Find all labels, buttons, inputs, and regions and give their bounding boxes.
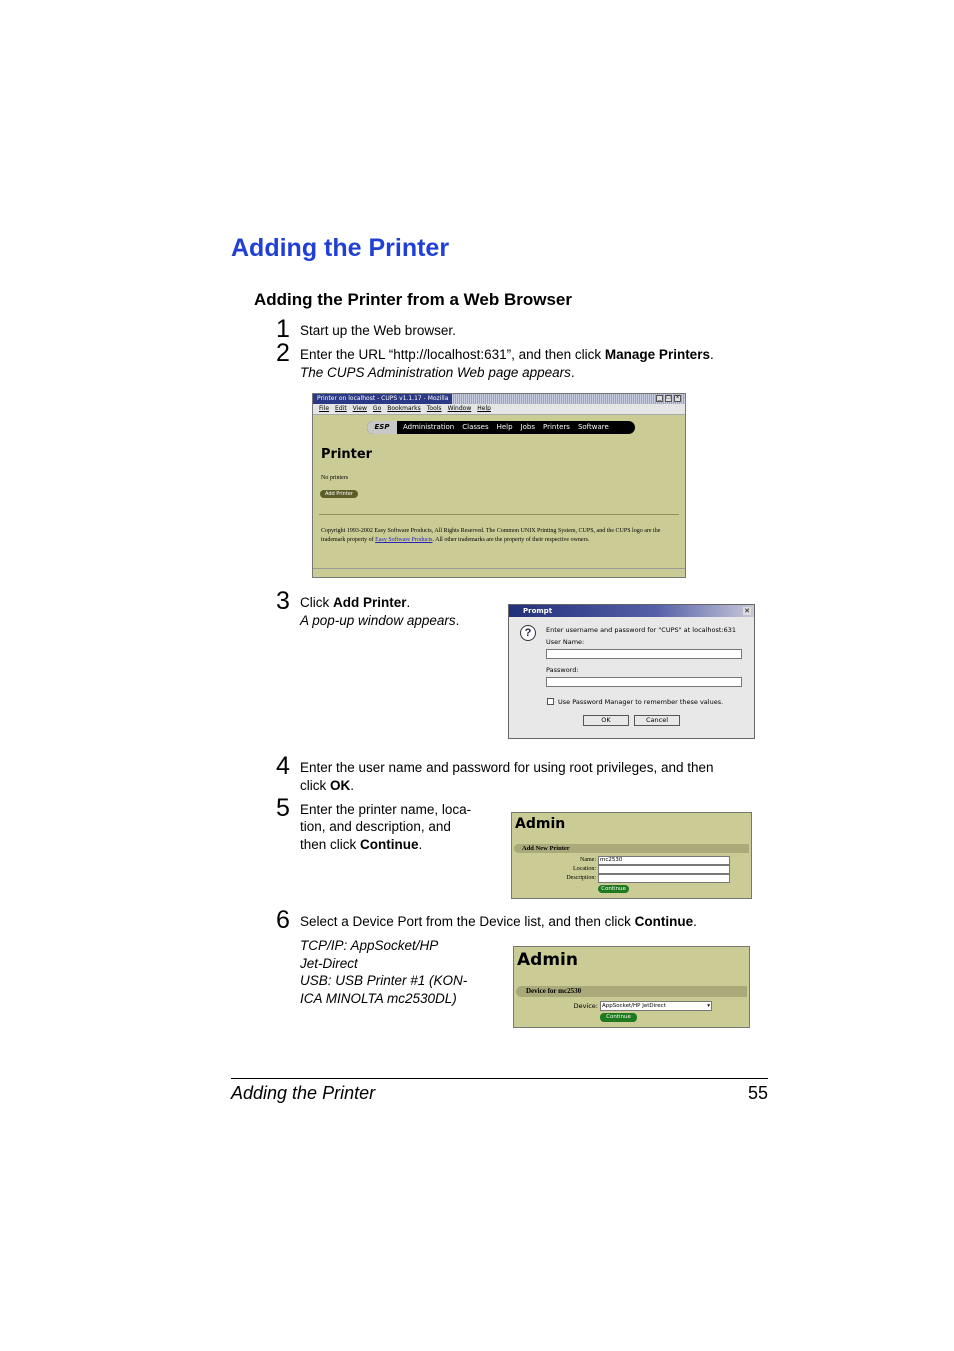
location-input xyxy=(598,865,730,874)
menu-tools: Tools xyxy=(426,405,442,412)
device-label: Device: xyxy=(573,1002,598,1010)
close-icon: × xyxy=(675,395,680,401)
step-1-text: Start up the Web browser. xyxy=(300,323,456,338)
menu-help: Help xyxy=(477,405,491,412)
divider xyxy=(319,514,679,515)
step-number-4: 4 xyxy=(276,752,290,780)
cancel-button: Cancel xyxy=(634,715,680,726)
name-label: Name: xyxy=(580,857,596,863)
nav-jobs: Jobs xyxy=(520,423,536,431)
nav-software: Software xyxy=(577,423,609,431)
copyright-text: Copyright 1993-2002 Easy Software Products, All Rights Reserved. The Common UNIX Printing System, CUPS, and the CUPS logo are the trademark property of Easy Software Products. All other trademarks are the property of their respective owners. xyxy=(321,528,661,543)
step-3-result: A pop-up window appears. xyxy=(300,613,460,628)
nav-help: Help xyxy=(496,423,513,431)
close-icon: ✕ xyxy=(744,607,750,615)
device-select: AppSocket/HP JetDirect ▾ xyxy=(602,1003,710,1009)
password-label: Password: xyxy=(546,666,579,674)
device-note-3: USB: USB Printer #1 (KON- xyxy=(300,973,468,988)
admin-title: Admin xyxy=(515,816,566,832)
admin-title: Admin xyxy=(517,950,578,970)
add-printer-form-screenshot xyxy=(511,812,752,899)
step-number-1: 1 xyxy=(276,315,290,343)
easy-software-link: Easy Software Products xyxy=(375,537,433,543)
step-5-line-3: then click Continue. xyxy=(300,837,423,852)
browser-titlebar xyxy=(313,394,685,404)
browser-title: Printer on localhost - CUPS v1.1.17 - Mozilla xyxy=(313,394,452,404)
remember-checkbox xyxy=(547,698,554,705)
username-input xyxy=(546,649,742,659)
browser-menubar xyxy=(313,404,685,415)
menu-bookmarks: Bookmarks xyxy=(387,405,421,412)
question-icon: ? xyxy=(520,625,536,641)
description-input xyxy=(598,874,730,883)
nav-classes: Classes xyxy=(462,423,489,431)
step-number-5: 5 xyxy=(276,794,290,822)
section-heading: Adding the Printer from a Web Browser xyxy=(254,290,573,309)
esp-logo: ESP xyxy=(367,421,397,434)
step-3-text: Click Add Printer. xyxy=(300,595,411,610)
nav-administration: Administration xyxy=(403,423,455,431)
prompt-dialog-screenshot xyxy=(508,604,755,739)
step-number-2: 2 xyxy=(276,339,290,367)
ok-button: OK xyxy=(583,715,629,726)
status-bar xyxy=(313,568,685,577)
menu-window: Window xyxy=(447,405,472,412)
password-input xyxy=(546,677,742,687)
menu-view: View xyxy=(352,405,367,412)
menu-go: Go xyxy=(372,405,382,412)
step-4-line-2: click OK. xyxy=(300,778,355,793)
nav-printers: Printers xyxy=(543,423,570,431)
description-label: Description: xyxy=(566,875,596,881)
step-6-text: Select a Device Port from the Device list, and then click Continue. xyxy=(300,914,697,929)
add-printer-button: Add Printer xyxy=(320,490,358,498)
browser-screenshot xyxy=(312,393,686,578)
prompt-message: Enter username and password for "CUPS" at localhost:631 xyxy=(546,626,737,634)
device-note-2: Jet-Direct xyxy=(300,956,358,971)
chevron-down-icon: ▾ xyxy=(707,1003,710,1009)
name-input: mc2530 xyxy=(598,856,730,865)
footer-rule xyxy=(231,1078,768,1079)
menu-file: File xyxy=(319,405,330,412)
device-note-1: TCP/IP: AppSocket/HP xyxy=(300,938,439,953)
step-5-line-1: Enter the printer name, loca- xyxy=(300,802,472,817)
admin-band: Add New Printer xyxy=(514,844,749,853)
minimize-icon: _ xyxy=(657,395,662,401)
prompt-titlebar: Prompt ✕ xyxy=(509,605,754,617)
no-printers-text: No printers xyxy=(321,475,349,481)
maximize-icon: □ xyxy=(666,395,671,401)
footer-title: Adding the Printer xyxy=(231,1083,376,1103)
cups-page-title: Printer xyxy=(321,447,373,462)
page-number: 55 xyxy=(747,1083,768,1103)
step-4-line-1: Enter the user name and password for using root privileges, and then xyxy=(300,760,714,775)
step-number-3: 3 xyxy=(276,587,290,615)
device-note-4: ICA MINOLTA mc2530DL) xyxy=(300,991,457,1006)
step-number-6: 6 xyxy=(276,906,290,934)
device-form-screenshot xyxy=(513,946,750,1028)
continue-button: Continue xyxy=(598,885,629,893)
continue-button: Continue xyxy=(600,1013,637,1022)
step-2-text: Enter the URL “http://localhost:631”, and then click Manage Printers. xyxy=(300,347,714,362)
remember-label: Use Password Manager to remember these values. xyxy=(558,698,724,706)
admin-band: Device for mc2530 xyxy=(516,986,747,997)
username-label: User Name: xyxy=(546,638,585,646)
location-label: Location: xyxy=(573,866,596,872)
cups-navbar xyxy=(367,421,635,434)
step-5-line-2: tion, and description, and xyxy=(300,819,451,834)
menu-edit: Edit xyxy=(335,405,347,412)
step-2-result: The CUPS Administration Web page appears. xyxy=(300,365,575,380)
page-heading: Adding the Printer xyxy=(231,234,450,262)
